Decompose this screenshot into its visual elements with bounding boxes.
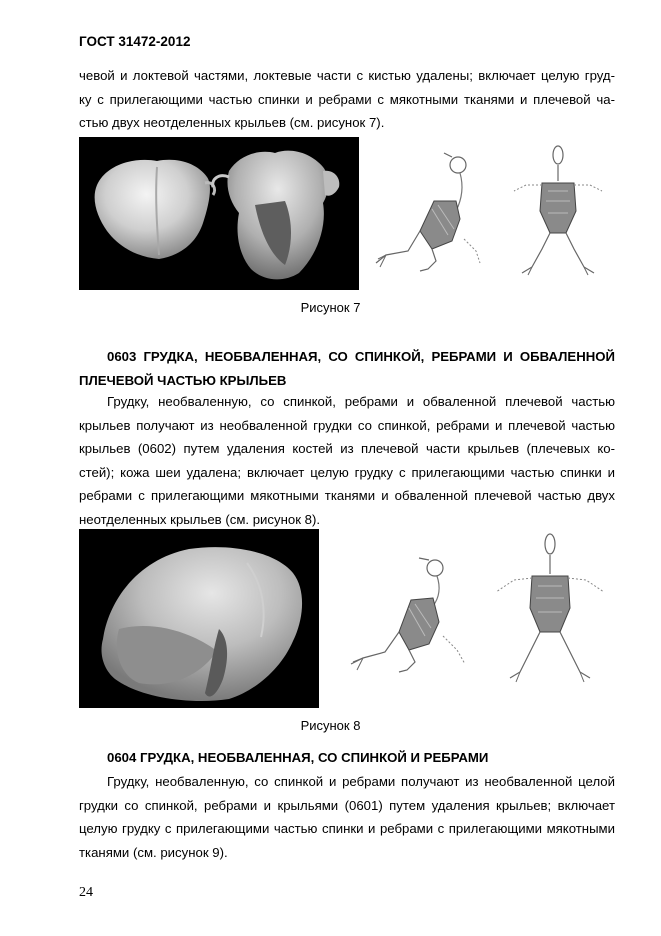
heading-line: 0604 ГРУДКА, НЕОБВАЛЕННАЯ, СО СПИНКОЙ И РЕБРАМИ	[107, 750, 489, 765]
text-line: крыльев (0602) путем удаления костей из плечевой части крыльев (плечевых ко-	[79, 441, 615, 456]
intro-paragraph	[79, 64, 615, 135]
text-line: стей); кожа шеи удалена; включает целую грудку с прилегающими частью спинки и	[79, 464, 615, 480]
document-header: ГОСТ 31472-2012	[79, 34, 191, 49]
text-line: Грудку, необваленную, со спинкой, ребрами и обваленной плечевой частью	[107, 394, 615, 409]
figure-7-caption: Рисунок 7	[300, 300, 361, 315]
page-number: 24	[79, 885, 93, 900]
figure-7-photo	[79, 137, 359, 290]
figure-7-skeleton-front-view	[508, 141, 608, 281]
text-line: целую грудку с прилегающими частью спинки и ребрами с прилегающими мякотными	[79, 821, 615, 836]
heading-line: ПЛЕЧЕВОЙ ЧАСТЬЮ КРЫЛЬЕВ	[79, 372, 287, 388]
section-0604-heading	[79, 746, 615, 770]
text-line: ку с прилегающими частью спинки и ребрами с мякотными тканями и плечевой ча-	[79, 91, 615, 107]
section-0603-heading	[79, 345, 615, 392]
text-line: Грудку, необваленную, со спинкой и ребрами получают из необваленной целой	[107, 774, 615, 789]
figure-8-skeleton-front-view	[490, 528, 610, 688]
figure-8-photo	[79, 529, 319, 708]
text-line: ребрами с прилегающими мякотными тканями и обваленной плечевой частью двух	[79, 488, 615, 503]
section-0603-paragraph	[79, 390, 615, 531]
figure-7-skeleton-side-view	[372, 143, 482, 278]
text-line: неотделенных крыльев (см. рисунок 8).	[79, 511, 321, 527]
section-0604-paragraph	[79, 770, 615, 864]
heading-line: 0603 ГРУДКА, НЕОБВАЛЕННАЯ, СО СПИНКОЙ, РЕБРАМИ И ОБВАЛЕННОЙ	[107, 349, 615, 364]
text-line: стью двух неотделенных крыльев (см. рисунок 7).	[79, 115, 385, 130]
text-line: грудки со спинкой, ребрами и крыльями (0601) путем удаления крыльев; включает	[79, 797, 615, 813]
text-line: крыльев получают из необваленной грудки со спинкой, ребрами и плечевой частью	[79, 417, 615, 433]
figure-8-skeleton-side-view	[345, 552, 475, 677]
figure-8-caption: Рисунок 8	[300, 718, 361, 733]
text-line: тканями (см. рисунок 9).	[79, 844, 228, 860]
text-line: чевой и локтевой частями, локтевые части с кистью удалены; включает целую груд-	[79, 68, 615, 83]
